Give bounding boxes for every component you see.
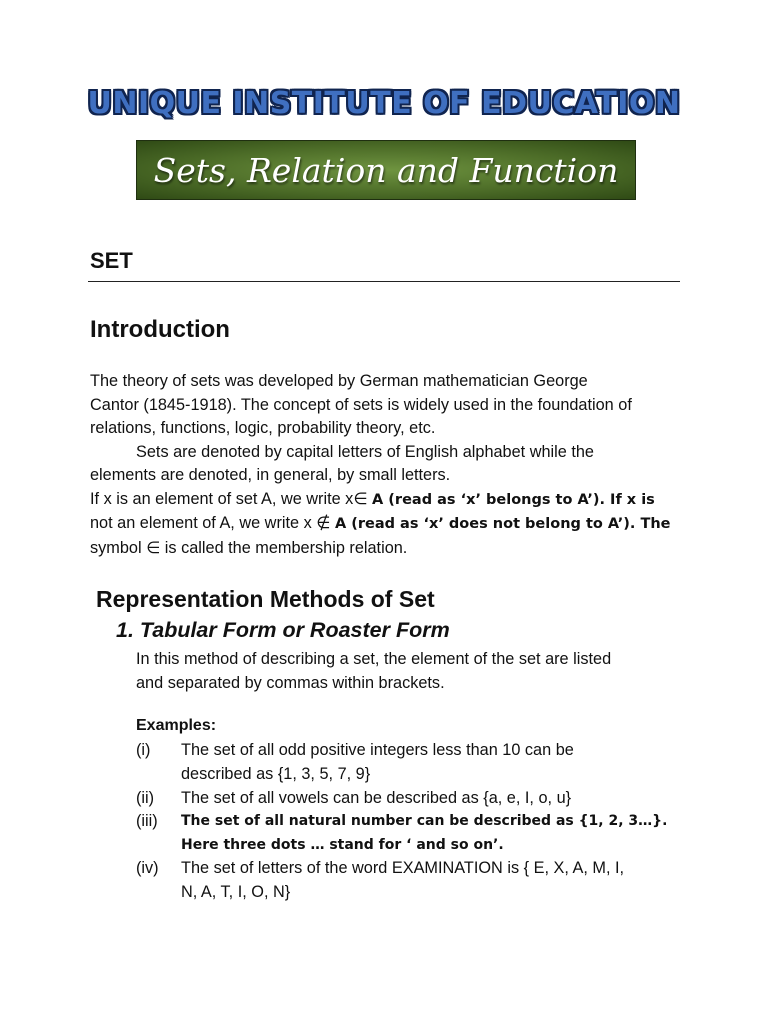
example-number: (iv): [136, 859, 159, 877]
introduction-heading: Introduction: [90, 316, 230, 343]
non-membership-text: not an element of A, we write x ∉: [90, 514, 335, 532]
institute-title: UNIQUE INSTITUTE OF EDUCATION: [87, 86, 681, 121]
example-item: [136, 810, 696, 857]
example-line: The set of all odd positive integers less than 10 can be: [181, 741, 574, 759]
tabular-form-heading: 1. Tabular Form or Roaster Form: [116, 618, 450, 642]
tabular-form-description: [136, 648, 696, 695]
membership-text: If x is an element of set A, we write x∈: [90, 489, 373, 508]
example-number: (i): [136, 741, 151, 759]
heading-divider: [88, 281, 680, 282]
example-line: The set of all natural number can be described as {1, 2, 3…}.: [181, 813, 668, 829]
intro-line: Cantor (1845-1918). The concept of sets is widely used in the foundation of: [90, 395, 632, 414]
representation-heading: Representation Methods of Set: [96, 586, 435, 612]
example-line: N, A, T, I, O, N}: [181, 882, 291, 901]
topic-banner: [136, 140, 636, 200]
example-line: The set of all vowels can be described as {a, e, I, o, u}: [181, 789, 572, 807]
example-line: Here three dots … stand for ‘ and so on’.: [181, 836, 504, 853]
example-item: [136, 739, 696, 786]
section-heading-set: SET: [90, 248, 133, 273]
examples-label: Examples:: [136, 717, 217, 734]
description-line: and separated by commas within brackets.: [136, 673, 445, 692]
example-number: (ii): [136, 789, 155, 807]
intro-line: relations, functions, logic, probability theory, etc.: [90, 419, 436, 437]
intro-line: symbol ∈ is called the membership relation.: [90, 538, 408, 557]
banner-title: Sets, Relation and Function: [153, 150, 619, 190]
example-line: The set of letters of the word EXAMINATION is { E, X, A, M, I,: [181, 859, 625, 877]
example-number: (iii): [136, 812, 158, 830]
intro-line: The theory of sets was developed by German mathematician George: [90, 372, 588, 390]
intro-line: Sets are denoted by capital letters of English alphabet while the: [136, 442, 594, 461]
example-line: described as {1, 3, 5, 7, 9}: [181, 764, 371, 783]
intro-line-membership: [90, 488, 690, 513]
description-line: In this method of describing a set, the element of the set are listed: [136, 650, 612, 668]
intro-line: elements are denoted, in general, by small letters.: [90, 466, 451, 484]
introduction-paragraph: [90, 370, 690, 560]
non-membership-bold-text: A (read as ‘x’ does not belong to A’). The: [334, 516, 671, 532]
example-item: [136, 857, 696, 904]
membership-bold-text: A (read as ‘x’ belongs to A’). If x is: [372, 491, 655, 508]
example-item: [136, 787, 696, 811]
intro-line-non-membership: [90, 512, 690, 537]
